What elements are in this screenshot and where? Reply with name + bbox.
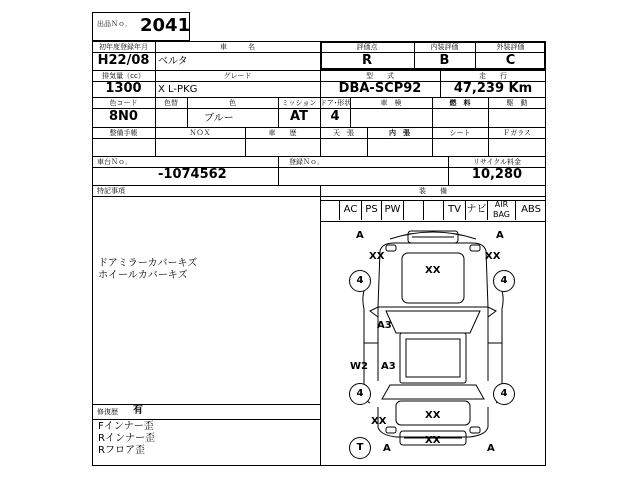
mark-front-left-xx: XX [369,251,385,262]
displacement-label: 排気量（cc） [102,72,145,80]
mark-trunk-xx: XX [425,410,441,421]
mileage-label: 走 行 [479,72,507,80]
spare-tire: T [349,437,371,459]
rule [92,185,546,186]
car-name-label: 車 名 [220,43,255,51]
repair-line: Rフロア歪 [98,445,145,456]
exterior-label: 外装評価 [496,43,525,51]
equip-cell-blank [320,200,340,220]
rule [92,127,546,128]
mark-left-w2: W2 [350,361,368,372]
interior-pad-label: 内 張 [389,129,410,137]
color-label: 色 [229,99,236,107]
seat-label: シート [449,129,471,137]
rule [92,97,546,98]
lot-label: 出品Ｎｏ． [97,20,132,28]
equip-cell-blank [404,200,424,220]
model-label: 型 式 [366,72,394,80]
sunroof-label: 天 張 [333,129,354,137]
mark-left-a3-upper: A3 [377,320,392,331]
mark-front-right-a: A [496,230,504,241]
repair-line: Fインナー歪 [98,421,154,432]
rule [92,419,320,420]
tire-front-right: 4 [493,270,515,292]
exterior-value: C [505,53,516,68]
chassis-label: 車台Ｎｏ． [97,158,132,166]
tire-rear-right: 4 [493,383,515,405]
equipment-title: 装 備 [419,187,447,195]
tire-front-left: 4 [349,270,371,292]
mileage-value: 47,239 Km [453,81,533,96]
first-reg-value: H22/08 [97,53,150,68]
equip-airbag: AIR BAG [488,200,516,220]
mark-rear-bumper-xx: XX [425,435,441,446]
grade-label: グレード [223,72,252,80]
notes-title: 特記事項 [97,187,125,195]
first-reg-label: 初年度登録年月 [99,43,148,51]
color-swap-label: 色替 [164,99,178,107]
mission-value: AT [290,109,308,124]
equip-ac: AC [340,200,362,220]
equip-pw: PW [382,200,404,220]
interior-value: B [439,53,450,68]
rule [278,156,279,185]
door-label: ドア･形状 [320,99,352,107]
color-code-label: 色コード [109,99,138,107]
model-value: DBA-SCP92 [338,81,422,96]
equip-ps: PS [362,200,382,220]
mark-hood-xx: XX [425,265,441,276]
mark-rear-right-a: A [487,443,495,454]
rule [92,156,546,157]
equip-cell-blank [424,200,444,220]
mark-front-left-a: A [356,230,364,241]
color-code-value: 8N0 [109,109,138,124]
equip-abs: ABS [521,204,541,215]
mark-front-right-xx: XX [485,251,501,262]
rule [92,138,546,139]
rule [92,70,546,71]
drive-label: 駆 動 [506,99,528,107]
equip-navi: ナビ [466,200,488,220]
tire-rear-left: 4 [349,383,371,405]
repair-line: Rインナー歪 [98,433,155,444]
fuel-label: 燃 料 [449,99,471,107]
mark-rear-left-a: A [383,443,391,454]
door-value: 4 [330,109,340,124]
lot-number: 2041 [140,15,191,36]
recycle-value: 10,280 [471,167,523,182]
score-label: 評価点 [356,43,378,51]
interior-label: 内装評価 [430,43,459,51]
nox-label: ＮＯＸ [189,129,211,137]
history-label: 車 歴 [268,129,297,137]
note-line: ホイールカバーキズ [98,270,188,281]
car-diagram [320,221,546,466]
color-value: ブルー [204,113,234,124]
mark-rear-left-xx: XX [371,416,387,427]
note-line: ドアミラーカバーキズ [98,258,198,269]
car-name-value: ベルタ [158,56,188,67]
rule [92,404,320,405]
manual-label: 整備手帳 [109,129,138,137]
repair-label: 修復歴 [97,408,118,416]
mission-label: ミッション [281,99,317,107]
recycle-label: リサイクル料金 [472,158,522,166]
mark-left-a3-lower: A3 [381,361,396,372]
displacement-value: 1300 [105,81,142,96]
grade-value: X L-PKG [158,84,198,95]
rule [92,196,546,197]
equip-tv: TV [444,200,466,220]
repair-value: 有 [133,405,143,416]
score-value: R [361,53,372,68]
inspection-label: 車 検 [380,99,402,107]
regno-label: 登録Ｎｏ． [289,158,324,166]
chassis-value: -1074562 [158,167,227,182]
fglass-label: Ｆガラス [503,129,531,137]
